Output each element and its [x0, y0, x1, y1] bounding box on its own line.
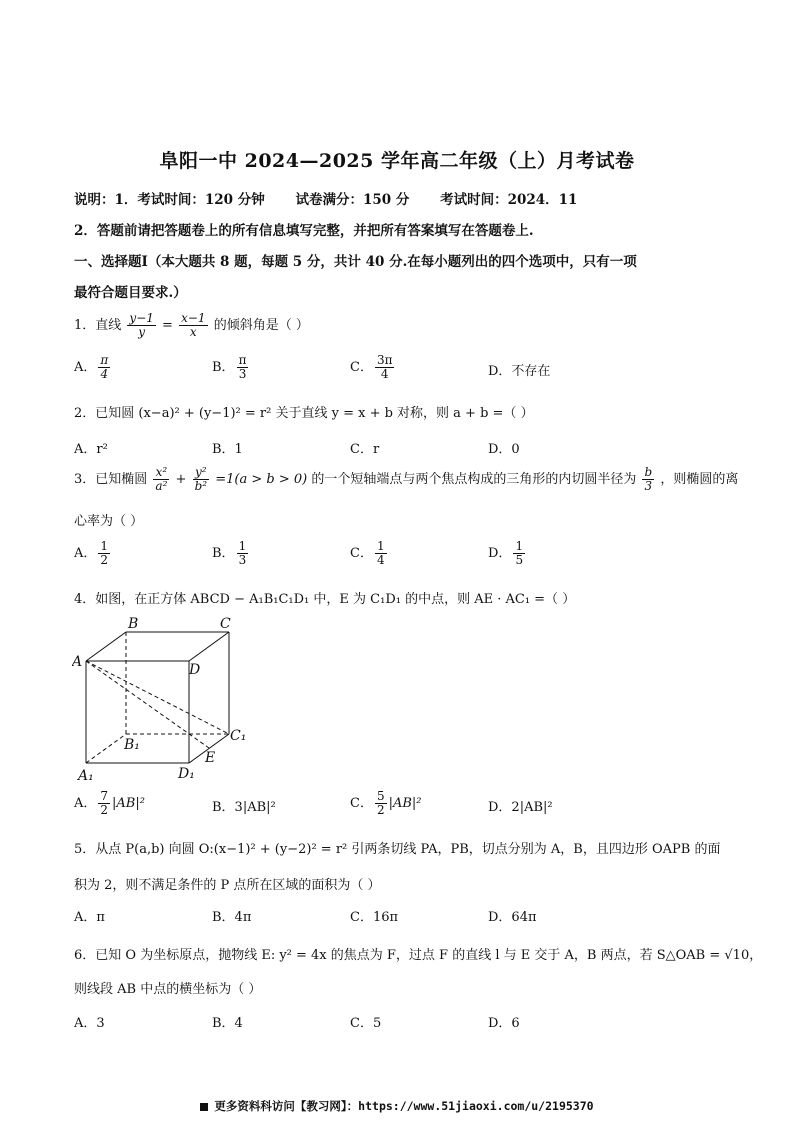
q1-frac1: $\frac{y-1}{y}$ [129, 311, 154, 339]
q1-option-c[interactable]: C． $\frac{3\pi}{4}$ [350, 353, 393, 381]
label-C1: C₁ [230, 728, 247, 744]
q4-option-a[interactable]: A． $\frac{7}{2}$ |AB|² [74, 789, 145, 817]
label-E: E [205, 750, 216, 766]
q1-option-b[interactable]: B． $\frac{\pi}{3}$ [212, 353, 247, 381]
section-heading: 一、选择题Ⅰ（本大题共 8 题，每题 5 分，共计 40 分.在每小题列出的四个选项中，只有一项 [74, 254, 637, 270]
q1-eq: = [162, 318, 173, 333]
cube-figure [72, 616, 282, 784]
q5-option-c[interactable]: C．16π [350, 910, 399, 925]
q1-suffix: 的倾斜角是（ ） [213, 318, 309, 333]
edge-AB [86, 632, 126, 661]
question-3: 3．已知椭圆 $\frac{\text{x²}}{\text{a²}}$ + $\frac{\text{y²}}{\text{b²}}$ =1(a > b > 0) 的一个短轴端点与两个焦点构成的三角形的内切圆半径为 $\frac{b}{3}$ ，则椭圆的离 [74, 465, 739, 493]
label-A1: A₁ [78, 768, 94, 784]
question-3-cont: 心率为（ ） [74, 514, 144, 529]
q1-option-d[interactable]: D．不存在 [488, 364, 551, 379]
footer-link[interactable] [0, 1098, 794, 1114]
q6-option-d[interactable]: D．6 [488, 1016, 520, 1031]
q5-option-b[interactable]: B．4π [212, 910, 252, 925]
q3-option-d[interactable]: D． $\frac{1}{5}$ [488, 539, 524, 567]
q2-option-b[interactable]: B．1 [212, 442, 243, 457]
question-6-cont: 则线段 AB 中点的横坐标为（ ） [74, 982, 262, 997]
q3-option-c[interactable]: C． $\frac{1}{4}$ [350, 539, 385, 567]
exam-full-score: 试卷满分：150 分 [295, 192, 410, 208]
q6-option-a[interactable]: A．3 [74, 1016, 105, 1031]
edge-DC [189, 632, 229, 661]
q2-option-d[interactable]: D．0 [488, 442, 520, 457]
label-B1: B₁ [124, 737, 140, 753]
flag-icon [200, 1103, 208, 1111]
q3-option-b[interactable]: B． $\frac{1}{3}$ [212, 539, 247, 567]
question-5-cont: 积为 2，则不满足条件的 P 点所在区域的面积为（ ） [74, 878, 381, 893]
q1-frac2: $\frac{x-1}{x}$ [181, 311, 206, 339]
label-C: C [220, 616, 231, 632]
q3-option-a[interactable]: A． $\frac{1}{2}$ [74, 539, 109, 567]
label-B: B [128, 616, 139, 632]
exam-date: 考试时间：2024．11 [440, 192, 578, 208]
label-D1: D₁ [178, 766, 195, 782]
q1-option-a[interactable]: A． $\frac{\pi}{4}$ [74, 353, 109, 381]
exam-duration: 说明：1．考试时间：120 分钟 [74, 192, 265, 208]
question-6: 6．已知 O 为坐标原点，抛物线 E: y² = 4x 的焦点为 F，过点 F 的直线 l 与 E 交于 A，B 两点，若 S△OAB = √10， [74, 948, 763, 963]
q5-option-d[interactable]: D．64π [488, 910, 537, 925]
diag-AC1 [86, 661, 229, 734]
question-2: 2．已知圆 (x−a)² + (y−1)² = r² 关于直线 y = x + b 对称，则 a + b =（ ） [74, 406, 534, 421]
footer-text: 更多资料科访问【教习网】：https://www.51jiaoxi.com/u/2195370 [214, 1099, 594, 1113]
label-D: D [189, 662, 201, 678]
q6-option-c[interactable]: C．5 [350, 1016, 382, 1031]
label-A: A [72, 654, 83, 670]
q5-option-a[interactable]: A．π [74, 910, 105, 925]
q1-prefix: 1．直线 [74, 318, 122, 333]
edge-A1B1 [86, 734, 126, 763]
q4-option-c[interactable]: C． $\frac{5}{2}$ |AB|² [350, 789, 422, 817]
q6-option-b[interactable]: B．4 [212, 1016, 243, 1031]
question-1 [74, 312, 309, 339]
exam-instruction: 2．答题前请把答题卷上的所有信息填写完整，并把所有答案填写在答题卷上. [74, 223, 534, 239]
exam-info [74, 188, 603, 208]
q2-option-c[interactable]: C．r [350, 442, 380, 457]
question-5: 5．从点 P(a,b) 向圆 O:(x−1)² + (y−2)² = r² 引两条切线 PA，PB，切点分别为 A，B，且四边形 OAPB 的面 [74, 842, 721, 857]
q4-option-d[interactable]: D．2|AB|² [488, 800, 553, 815]
q2-option-a[interactable]: A．r² [74, 442, 108, 457]
q4-option-b[interactable]: B．3|AB|² [212, 800, 276, 815]
page-title: 阜阳一中 2024—2025 学年高二年级（上）月考试卷 [159, 150, 635, 172]
section-heading-cont: 最符合题目要求.） [74, 285, 187, 301]
question-4: 4．如图，在正方体 ABCD − A₁B₁C₁D₁ 中，E 为 C₁D₁ 的中点，则 AE · AC₁ =（ ） [74, 592, 576, 607]
